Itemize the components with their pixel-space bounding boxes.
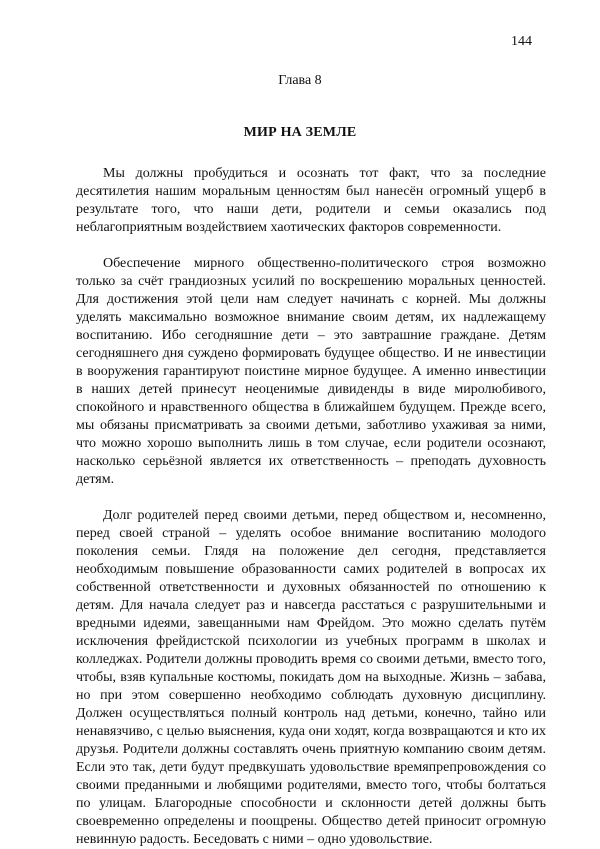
body-text (76, 165, 546, 849)
paragraph: Обеспечение мирного общественно-политического строя возможно только за счёт грандиозных усилий по воскрешению моральных ценностей. Для достижения этой цели нам следует начинать с корней. Мы должны уделять максимально возможное внимание своим детям, их надлежащему воспитанию. Ибо сегодняшние дети – это завтрашние граждане. Детям сегодняшнего дня суждено формировать будущее общество. И не инвестиции в вооружения гарантируют поистине мирное будущее. А именно инвестиции в наших детей принесут неоценимые дивиденды в виде миролюбивого, спокойного и нравственного общества в ближайшем будущем. Прежде всего, мы обязаны присматривать за своими детьми, заботливо ухаживая за ними, что можно хорошо выполнить лишь в том случае, если родители осознают, насколько серьёзной является их ответственность – преподать духовность детям. (76, 256, 546, 487)
chapter-heading: Глава 8 (278, 73, 322, 88)
paragraph: Долг родителей перед своими детьми, перед обществом и, несомненно, перед своей страной – уделять особое внимание воспитанию молодого поколения семьи. Глядя на положение дел сегодня, представляется необходимым повышение образованности самих родителей в вопросах их собственной ответственности и духовных обязанностей по отношению к детям. Для начала следует раз и навсегда расстаться с разрушительными и вредными идеями, завещанными нам Фрейдом. Это можно сделать путём исключения фрейдистской психологии из учебных программ в школах и колледжах. Родители должны проводить время со своими детьми, вместо того, чтобы, взяв купальные костюмы, покидать дом на выходные. Жизнь – забава, но при этом совершенно необходимо соблюдать духовную дисциплину. Должен осуществляться полный контроль над детьми, конечно, тайно или ненавязчиво, с целью выяснения, куда они ходят, когда возвращаются и кто их друзья. Родители должны составлять очень приятную компанию своим детям. Если это так, дети будут предвкушать удовольствие времяпрепровождения со своими преданными и любящими родителями, вместо того, чтобы болтаться по улицам. Благородные способности и склонности детей должны быть своевременно определены и поощрены. Общество детей приносит огромную невинную радость. Беседовать с ними – одно удовольствие. (76, 508, 546, 847)
chapter-title: МИР НА ЗЕМЛЕ (243, 125, 357, 140)
page-number: 144 (511, 34, 532, 49)
paragraph: Мы должны пробудиться и осознать тот факт, что за последние десятилетия нашим моральным ценностям был нанесён огромный ущерб в результате того, что наши дети, родители и семьи оказались под неблагоприятным воздействием хаотических факторов современности. (76, 166, 546, 235)
